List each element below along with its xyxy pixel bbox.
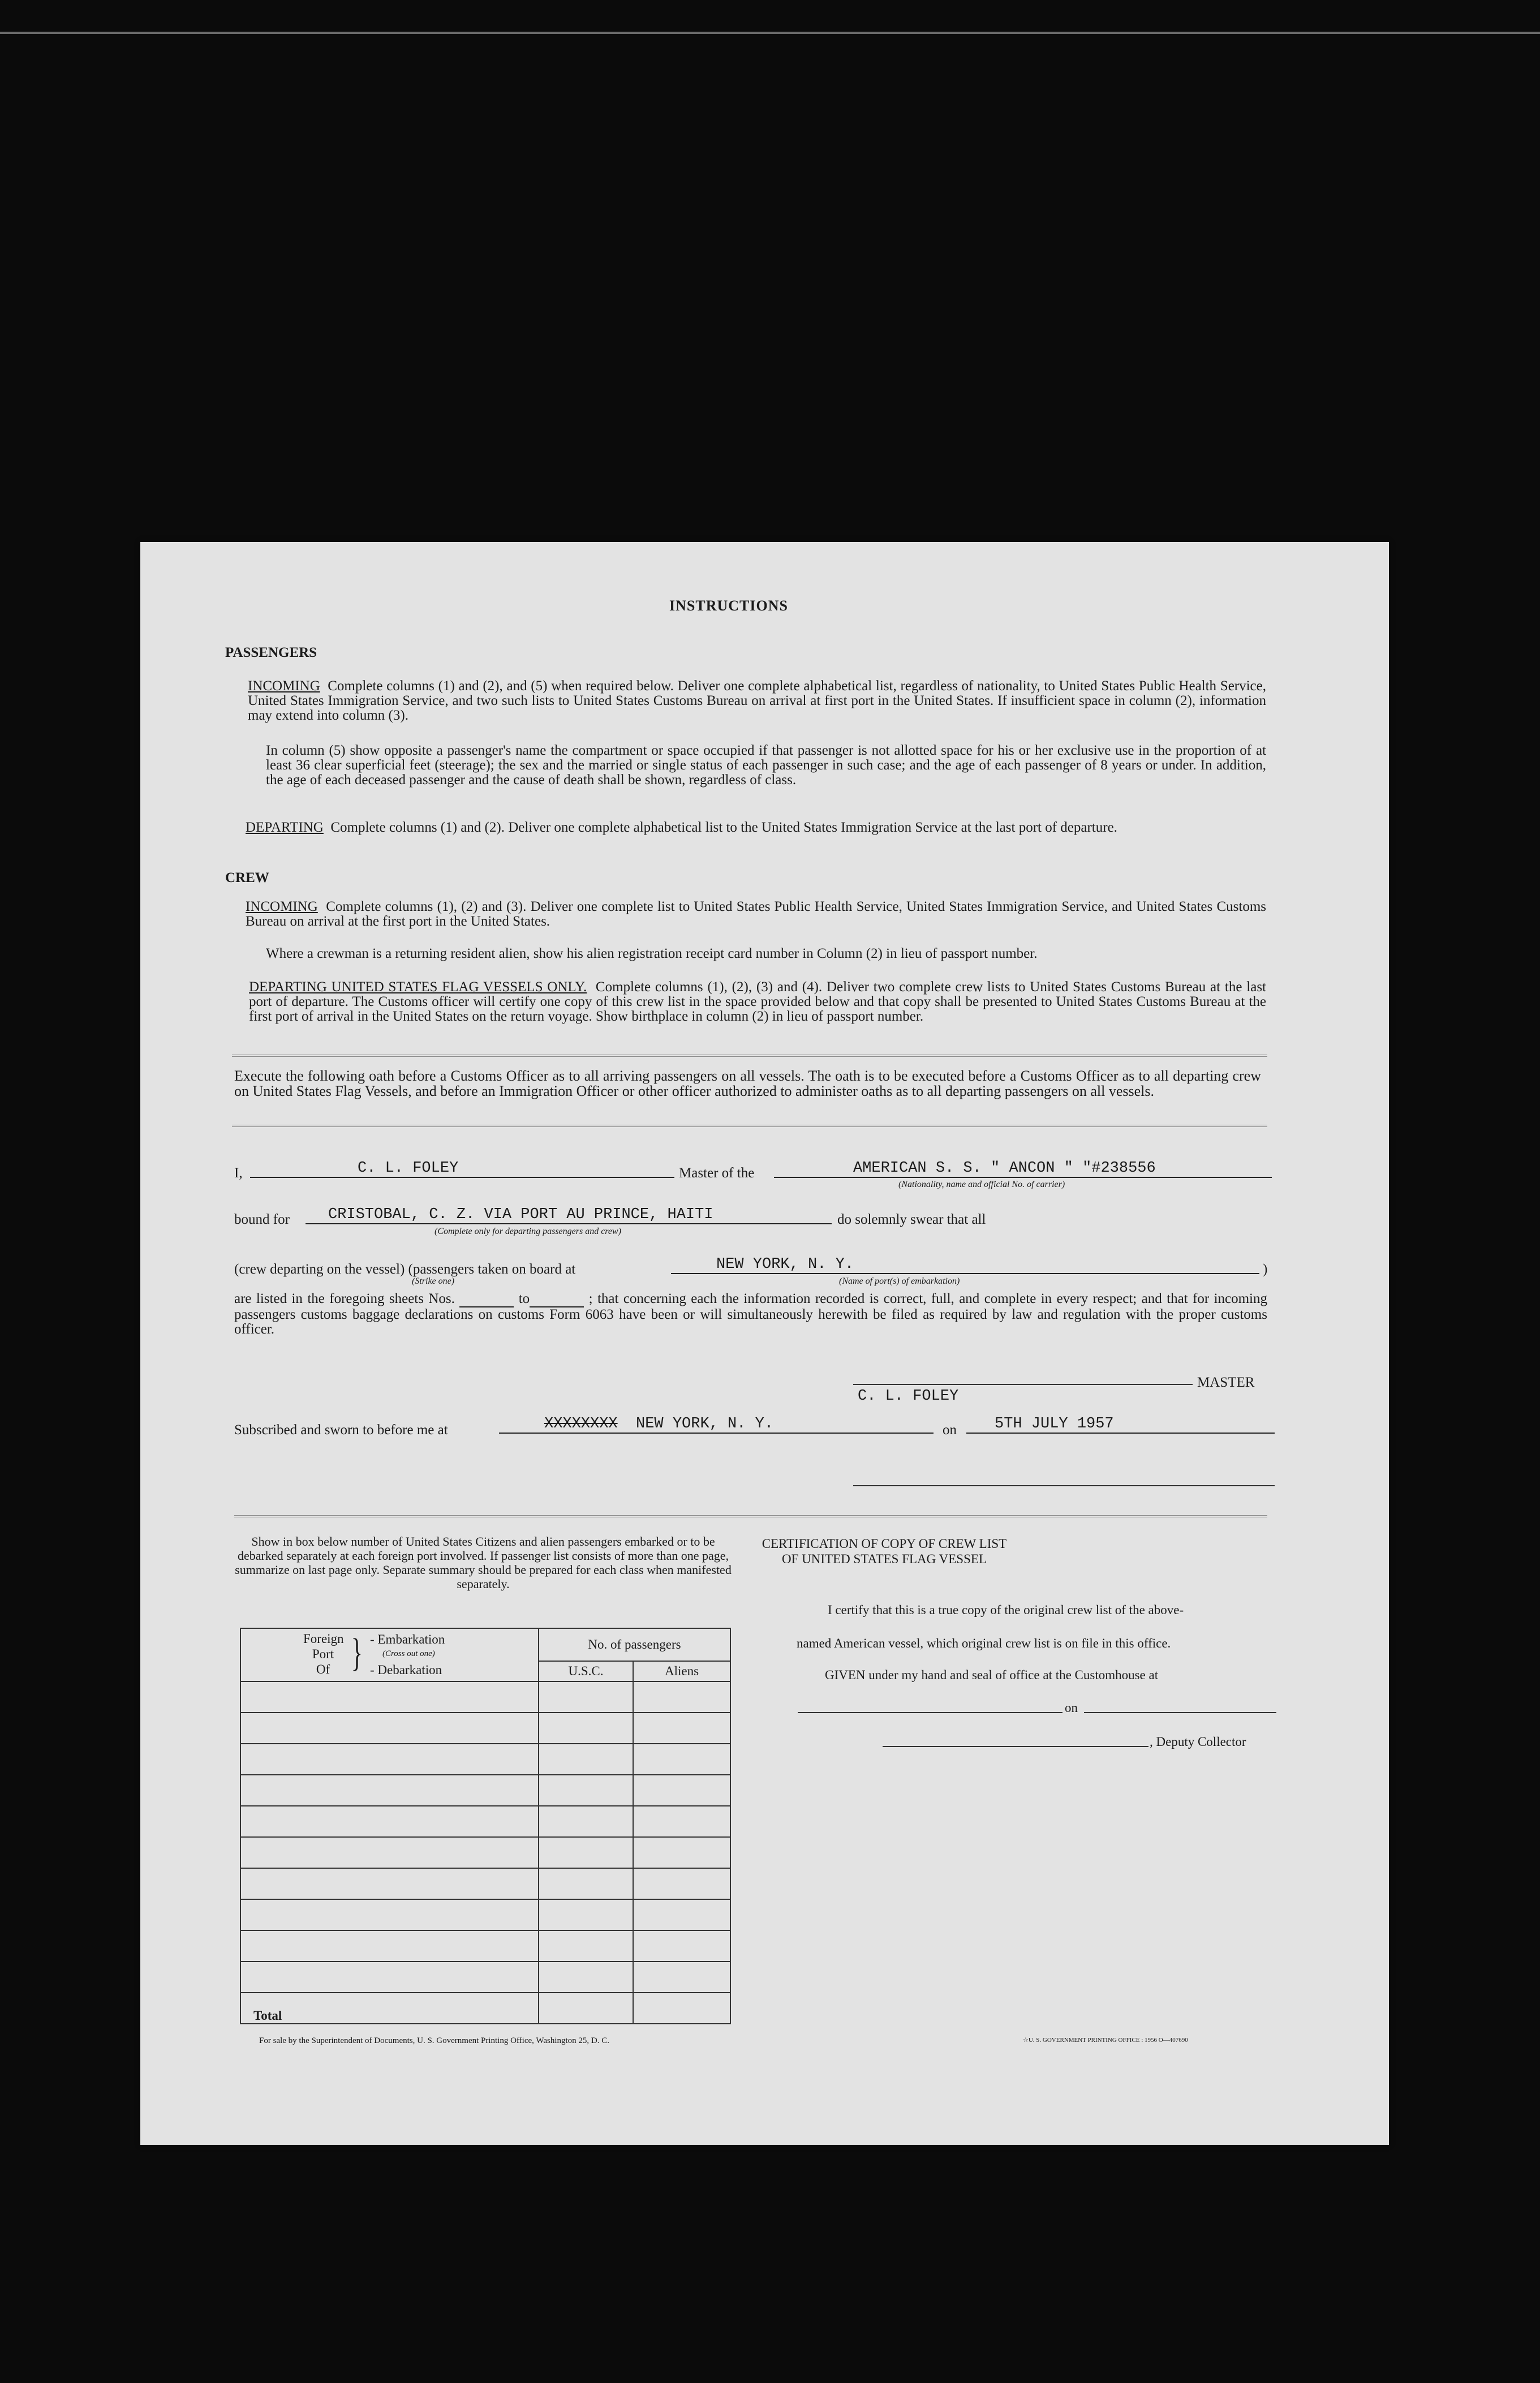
crew-departing-paragraph — [249, 980, 1266, 1024]
crew-incoming-label: INCOMING — [246, 899, 318, 914]
deputy-collector-label: , Deputy Collector — [1150, 1735, 1246, 1749]
crew-departing-label: DEPARTING UNITED STATES FLAG VESSELS ONLY. — [249, 979, 587, 995]
sworn-place-field[interactable] — [499, 1416, 934, 1434]
usc-cell[interactable] — [539, 1681, 633, 1713]
port-field[interactable]: NEW YORK, N. Y. — [671, 1256, 1259, 1274]
certification-line1: I certify that this is a true copy of the original crew list of the above- — [828, 1603, 1184, 1617]
port-cell[interactable] — [240, 1681, 539, 1713]
certify-text: ; that concerning each the information recorded is correct, full, and complete in every respect; and that for incoming passengers customs baggage declarations on customs Form 6063 have been or will simultaneously herewith be filed as required by law and regulation with the proper customs officer. — [234, 1291, 1268, 1337]
master-name-field[interactable]: C. L. FOLEY — [250, 1160, 674, 1178]
sheets-paragraph — [234, 1292, 1267, 1337]
bound-for-label: bound for — [234, 1212, 290, 1227]
aliens-cell[interactable] — [633, 1930, 730, 1962]
aliens-cell[interactable] — [633, 1775, 730, 1806]
passenger-summary-table — [240, 1628, 731, 2024]
divider-line — [232, 1055, 1267, 1057]
usc-header: U.S.C. — [539, 1661, 633, 1681]
i-label: I, — [234, 1165, 243, 1181]
certification-on-label: on — [1065, 1701, 1078, 1715]
certification-line3: GIVEN under my hand and seal of office at the Customhouse at — [825, 1668, 1159, 1682]
usc-cell[interactable] — [539, 1868, 633, 1899]
port-cell[interactable] — [240, 1775, 539, 1806]
foreign-port-label — [303, 1631, 343, 1677]
table-row — [240, 1713, 730, 1744]
aliens-cell[interactable] — [633, 1681, 730, 1713]
crew-resident-paragraph: Where a crewman is a returning resident alien, show his alien registration receipt card number in Column (2) in lieu of passport number. — [266, 946, 1038, 961]
aliens-cell[interactable] — [633, 1868, 730, 1899]
usc-cell[interactable] — [539, 1962, 633, 1993]
brace-glyph: } — [351, 1631, 363, 1675]
passengers-departing-paragraph — [246, 820, 1266, 835]
usc-cell[interactable] — [539, 1744, 633, 1775]
certification-line2: named American vessel, which original crew list is on file in this office. — [797, 1636, 1171, 1650]
port-cell[interactable] — [240, 1930, 539, 1962]
crew-heading: CREW — [225, 870, 269, 885]
usc-cell[interactable] — [539, 1775, 633, 1806]
master-signature-name: C. L. FOLEY — [858, 1388, 959, 1405]
vessel-caption: (Nationality, name and official No. of carrier) — [898, 1180, 1065, 1189]
foreign-port-line: Foreign — [303, 1632, 344, 1646]
table-row — [240, 1775, 730, 1806]
table-row — [240, 1962, 730, 1993]
aliens-cell[interactable] — [633, 1744, 730, 1775]
table-row — [240, 1681, 730, 1713]
passengers-incoming-paragraph — [248, 679, 1266, 723]
aliens-header: Aliens — [633, 1661, 730, 1681]
aliens-cell[interactable] — [633, 1713, 730, 1744]
master-label: MASTER — [1197, 1375, 1255, 1390]
aliens-cell[interactable] — [633, 1806, 730, 1837]
usc-cell[interactable] — [539, 1930, 633, 1962]
divider-line — [234, 1515, 1267, 1517]
crew-departing-text: Complete columns (1), (2), (3) and (4). Deliver two complete crew lists to United States Customs Bureau at the last port of departure. The Customs officer will certify one copy of this crew list in the space provided below and that copy shall be presented to United States Customs Bureau at the first port of arrival in the United States on the return voyage. Show birthplace in column (2) in lieu of passport number. — [249, 979, 1266, 1024]
port-cell[interactable] — [240, 1899, 539, 1930]
no-of-passengers-header: No. of passengers — [539, 1628, 730, 1661]
bound-for-caption: (Complete only for departing passengers and crew) — [435, 1227, 622, 1236]
aliens-cell[interactable] — [633, 1899, 730, 1930]
crew-incoming-paragraph — [246, 900, 1266, 929]
master-signature-line[interactable] — [853, 1384, 1193, 1385]
usc-total-cell[interactable] — [539, 1993, 633, 2024]
total-row — [240, 1993, 730, 2024]
footer-gpo-note: ☆U. S. GOVERNMENT PRINTING OFFICE : 1956 O—407690 — [1023, 2037, 1188, 2044]
sheet-from-field[interactable] — [459, 1292, 514, 1307]
table-row — [240, 1868, 730, 1899]
summary-instructions: Show in box below number of United States Citizens and alien passengers embarked or to be debarked separately at each foreign port involved. If passenger list consists of more than one page, summarize on last page only. Separate summary should be prepared for each class when manifested separately. — [235, 1534, 732, 1591]
passengers-heading: PASSENGERS — [225, 645, 317, 660]
instructions-title: INSTRUCTIONS — [669, 597, 788, 614]
footer-printer-note: For sale by the Superintendent of Documents, U. S. Government Printing Office, Washington 25, D. C. — [259, 2036, 609, 2045]
passengers-departing-label: DEPARTING — [246, 820, 324, 835]
foreign-port-header — [240, 1628, 539, 1681]
strike-caption: (Strike one) — [412, 1276, 455, 1286]
port-cell[interactable] — [240, 1962, 539, 1993]
certification-title-line: OF UNITED STATES FLAG VESSEL — [782, 1552, 987, 1566]
swear-text: do solemnly swear that all — [837, 1212, 986, 1227]
to-label: to — [518, 1291, 530, 1306]
table-row — [240, 1899, 730, 1930]
table-row — [240, 1837, 730, 1868]
aliens-cell[interactable] — [633, 1962, 730, 1993]
port-cell[interactable] — [240, 1744, 539, 1775]
sheet-to-field[interactable] — [530, 1292, 584, 1307]
bound-for-field[interactable]: CRISTOBAL, C. Z. VIA PORT AU PRINCE, HAITI — [306, 1206, 832, 1224]
sworn-date-field[interactable]: 5TH JULY 1957 — [966, 1416, 1275, 1434]
divider-line — [232, 1125, 1267, 1127]
port-cell[interactable] — [240, 1713, 539, 1744]
vessel-field[interactable]: AMERICAN S. S. " ANCON " "#238556 — [774, 1160, 1272, 1178]
usc-cell[interactable] — [539, 1806, 633, 1837]
struck-text: XXXXXXXX — [544, 1416, 618, 1433]
table-header-row — [240, 1628, 730, 1661]
foreign-port-line: Port — [312, 1647, 334, 1661]
usc-cell[interactable] — [539, 1899, 633, 1930]
table-row — [240, 1930, 730, 1962]
port-caption: (Name of port(s) of embarkation) — [839, 1276, 960, 1286]
table-row — [240, 1806, 730, 1837]
usc-cell[interactable] — [539, 1713, 633, 1744]
port-cell[interactable] — [240, 1837, 539, 1868]
debarkation-label: - Debarkation — [370, 1663, 442, 1677]
officer-signature-line[interactable] — [853, 1485, 1275, 1486]
cross-out-label: (Cross out one) — [382, 1649, 435, 1658]
passengers-incoming-label: INCOMING — [248, 678, 320, 694]
passengers-incoming-text: Complete columns (1) and (2), and (5) when required below. Deliver one complete alphabetical list, regardless of nationality, to United States Public Health Service, United States Immigration Service, and two such lists to United States Customs Bureau on arrival at first port in the United States. If insufficient space in column (2), information may extend into column (3). — [248, 678, 1267, 723]
sheets-label: are listed in the foregoing sheets Nos. — [234, 1291, 455, 1306]
usc-cell[interactable] — [539, 1837, 633, 1868]
table-row — [240, 1744, 730, 1775]
aliens-total-cell[interactable] — [633, 1993, 730, 2024]
certification-date-line[interactable] — [1084, 1712, 1276, 1713]
document-page — [140, 542, 1389, 2145]
column5-paragraph: In column (5) show opposite a passenger's name the compartment or space occupied if that passenger is not allotted space for his or her exclusive use in the proportion of at least 36 clear superficial feet (steerage); the sex and the married or single status of each passenger in such case; and the age of each passenger of 8 years or under. In addition, the age of each deceased passenger and the cause of death shall be shown, regardless of class. — [266, 743, 1266, 788]
deputy-collector-line[interactable] — [883, 1746, 1148, 1747]
subscribed-label: Subscribed and sworn to before me at — [234, 1422, 448, 1438]
master-of-label: Master of the — [679, 1165, 755, 1181]
foreign-port-line: Of — [316, 1662, 330, 1676]
close-paren: ) — [1263, 1262, 1268, 1277]
top-border-line — [0, 32, 1540, 34]
port-cell[interactable] — [240, 1806, 539, 1837]
total-label: Total — [240, 1993, 539, 2024]
on-label: on — [943, 1422, 957, 1438]
certification-title-line: CERTIFICATION OF COPY OF CREW LIST — [762, 1537, 1007, 1551]
embarkation-label: - Embarkation — [370, 1632, 445, 1646]
passengers-departing-text: Complete columns (1) and (2). Deliver one complete alphabetical list to the United States Immigration Service at the last port of departure. — [330, 820, 1117, 835]
port-cell[interactable] — [240, 1868, 539, 1899]
aliens-cell[interactable] — [633, 1837, 730, 1868]
crew-passengers-label: (crew departing on the vessel) (passengers taken on board at — [234, 1262, 576, 1277]
customhouse-line[interactable] — [798, 1712, 1062, 1713]
crew-incoming-text: Complete columns (1), (2) and (3). Deliver one complete list to United States Public Health Service, United States Immigration Service, and United States Customs Bureau on arrival at the first port in the United States. — [246, 899, 1267, 929]
sworn-place-value: NEW YORK, N. Y. — [636, 1416, 774, 1433]
oath-intro: Execute the following oath before a Customs Officer as to all arriving passengers on all vessels. The oath is to be executed before a Customs Officer as to all departing crew on United States Flag Vessels, and before an Immigration Officer or other officer authorized to administer oaths as to all departing passengers on all vessels. — [234, 1068, 1261, 1099]
